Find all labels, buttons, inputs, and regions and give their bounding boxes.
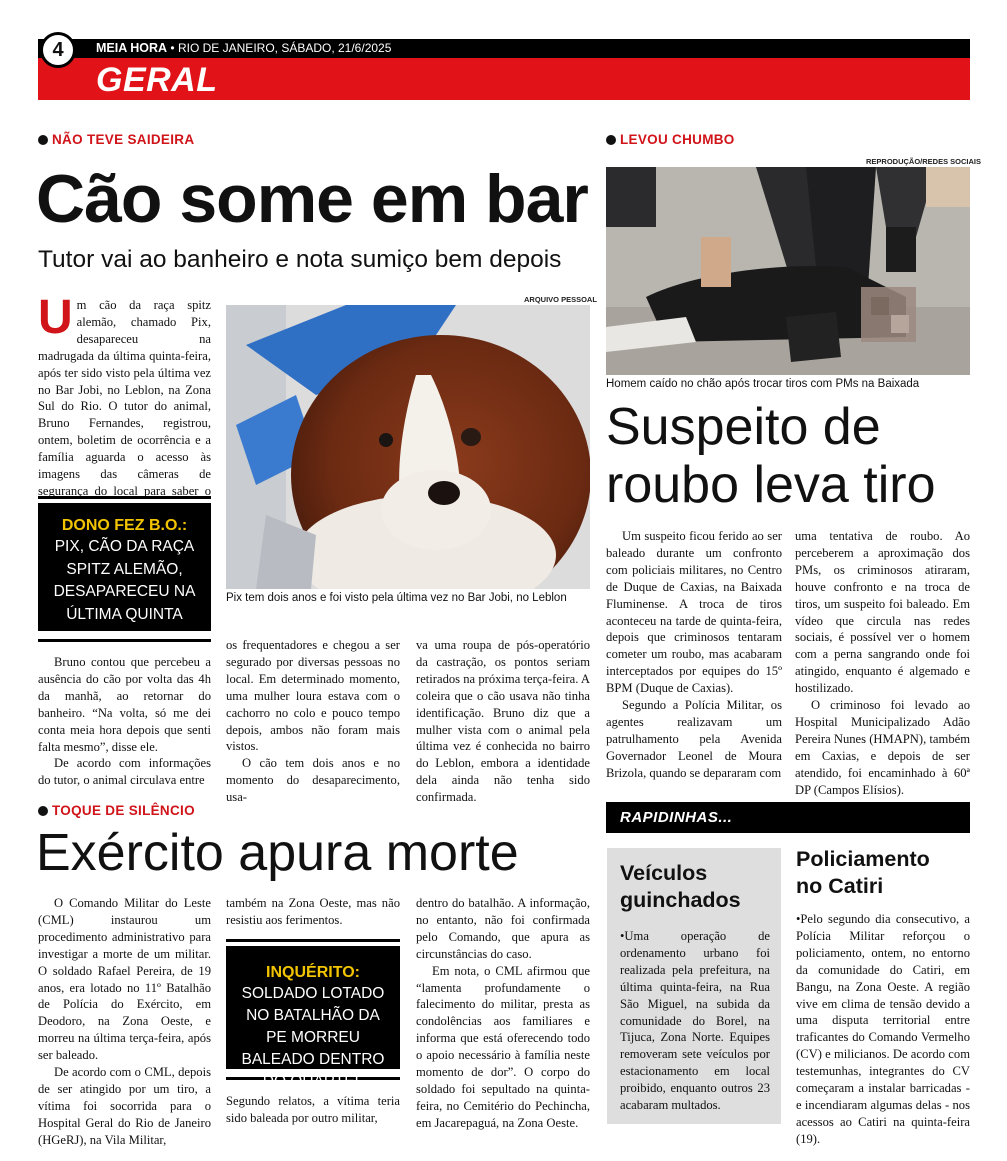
article-suspect-p4: O criminoso foi levado ao Hospital Municipalizado Adão Pereira Nunes (HMAPN), também em Caxias, e depois de ser atendido, foi encaminhado à 60ª DP (Campos Elísios).	[795, 698, 970, 797]
dropcap: U	[38, 291, 73, 344]
photo-caption-suspect: Homem caído no chão após trocar tiros com PMs na Baixada	[606, 378, 920, 390]
rapidinhas-bar: RAPIDINHAS...	[606, 802, 970, 833]
kicker-army: TOQUE DE SILÊNCIO	[38, 802, 195, 820]
callout-army-head: INQUÉRITO:	[266, 964, 360, 981]
section-title: GERAL	[96, 61, 218, 99]
paper-name: MEIA HORA	[96, 41, 168, 55]
article-army-p2: De acordo com o CML, depois de ser atingido por um tiro, a vítima foi socorrida para o Hospital Geral do Rio de Janeiro (HGeRJ), na Vila Militar,	[38, 1065, 211, 1147]
article-dog-col3	[416, 637, 590, 806]
article-dog-p1: m cão da raça spitz alemão, chamado Pix, desapareceu na madrugada da última quinta-feira, após ter sido visto pela última vez no Bar Jobi, no Leblon, na Zona Sul do Rio. O tutor do animal, Bruno Fernandes, registrou, ontem, boletim de ocorrência e a família aguarda o acesso às imagens das câmeras de segurança do local para saber o	[38, 298, 211, 498]
article-army-p5: dentro do batalhão. A informação, no entanto, não foi confirmada pelo Comando, que apura as circunstâncias do caso.	[416, 896, 590, 961]
article-army-p1: O Comando Militar do Leste (CML) instaurou um procedimento administrativo para investigar a morte de um militar. O soldado Rafael Pereira, de 19 anos, era lotado no 11º Batalhão de Polícia do Exército, em Deodoro, na Zona Oeste, e morreu na última terça-feira, após ser baleado.	[38, 896, 211, 1063]
article-suspect-col2	[795, 528, 970, 799]
rapidinhas-item1-text: • Uma operação de ordenamento urbano foi realizada pela prefeitura, na última quinta-feira, na Rua São Miguel, na subida da comunidade do Borel, na Tijuca, Zona Norte. Equipes removeram sete veículos por estacionamento em local proibido, enquanto outros 23 acabaram multados.	[620, 928, 770, 1114]
article-army-p4: Segundo relatos, a vítima teria sido baleada por outro militar,	[226, 1094, 400, 1125]
photo-caption-dog: Pix tem dois anos e foi visto pela última vez no Bar Jobi, no Leblon	[226, 592, 567, 604]
article-dog-p4: os frequentadores e chegou a ser segurado por diversas pessoas no local. Em determinado momento, uma mulher loura estava com o cachorro no colo e pouco tempo depois, ambos não foram mais vistos.	[226, 638, 400, 754]
article-army-col3	[416, 895, 590, 1132]
spitz-dog-image	[226, 305, 590, 589]
bullet-dot-icon	[606, 135, 616, 145]
dateline: RIO DE JANEIRO, SÁBADO, 21/6/2025	[177, 41, 392, 55]
article-dog-p5: O cão tem dois anos e no momento do desaparecimento, usa-	[226, 756, 400, 805]
callout-dog	[38, 496, 211, 642]
suspect-photo	[606, 167, 970, 375]
headline-army: Exército apura morte	[36, 824, 519, 882]
bullet-dot-icon	[38, 806, 48, 816]
photo-credit-dog: ARQUIVO PESSOAL	[524, 295, 597, 304]
masthead-line: MEIA HORA • RIO DE JANEIRO, SÁBADO, 21/6/2025	[96, 41, 392, 55]
callout-dog-head: DONO FEZ B.O.:	[61, 517, 188, 534]
dog-photo	[226, 305, 590, 589]
article-suspect-p1: Um suspeito ficou ferido ao ser baleado durante um confronto com policiais militares, no Centro de Duque de Caxias, na Baixada Fluminense. A troca de tiros aconteceu na tarde de quinta-feira, depois que criminosos tentaram cometer um roubo, mas acabaram interceptados por equipes do 15º BPM (Duque de Caxias).	[606, 529, 782, 696]
callout-army	[226, 939, 400, 1090]
rapidinhas-item1-title: Veículos guinchados	[620, 861, 741, 912]
article-army-col1	[38, 895, 211, 1149]
article-dog-col2	[226, 637, 400, 806]
bullet-dot-icon	[38, 135, 48, 145]
man-on-ground-image	[606, 167, 970, 375]
article-army-p3: também na Zona Oeste, mas não resistiu aos ferimentos.	[226, 896, 400, 927]
article-dog-col1	[38, 291, 211, 517]
article-dog-p2: Bruno contou que percebeu a ausência do cão por volta das 4h da manhã, ao retornar do banheiro. “Na volta, só me dei conta meia hora depois que senti falta mesmo”, disse ele.	[38, 655, 211, 754]
article-army-col2b	[226, 1093, 400, 1127]
article-suspect-col1	[606, 528, 782, 782]
kicker-suspect: LEVOU CHUMBO	[606, 131, 735, 149]
article-dog-p3: De acordo com informações do tutor, o animal circulava entre	[38, 756, 211, 788]
rapidinhas-item2-text: • Pelo segundo dia consecutivo, a Polícia Militar reforçou o policiamento, ontem, no entorno da comunidade do Catiri, em Bangu, na Zona Oeste. A região vive em clima de tensão devido a uma disputa territorial entre traficantes do Comando Vermelho (CV) e milicianos. De acordo com testemunhas, integrantes do CV começaram a instalar barricadas - e incendiaram algumas delas - nos acessos ao Catiri na quinta-feira (19).	[796, 911, 970, 1148]
article-army-p6: Em nota, o CML afirmou que “lamenta profundamente o falecimento do militar, presta as condolências aos familiares e informa que está oferecendo todo o apoio necessário à família neste momento de dor”. O corpo do soldado foi sepultado na quinta-feira, no Cemitério do Pechincha, em Jacarepaguá, na Zona Oeste.	[416, 963, 590, 1130]
callout-army-text: SOLDADO LOTADO NO BATALHÃO DA PE MORREU BALEADO DENTRO DO QUARTEL	[241, 985, 385, 1090]
rapidinhas-item2-title: Policiamento no Catiri	[796, 847, 930, 898]
article-suspect-p3: uma tentativa de roubo. Ao perceberem a aproximação dos PMs, os criminosos atiraram, houve confronto e na troca de tiros, um suspeito foi baleado. Em vídeo que circula nas redes sociais, é possível ver o homem com a perna sangrando onde foi atingido, enquanto é algemado e hostilizado.	[795, 529, 970, 696]
kicker-dog: NÃO TEVE SAIDEIRA	[38, 131, 194, 149]
headline-dog: Cão some em bar	[36, 161, 588, 237]
subhead-dog: Tutor vai ao banheiro e nota sumiço bem depois	[38, 246, 562, 273]
article-army-col2	[226, 895, 400, 929]
article-dog-col1b	[38, 654, 211, 789]
article-dog-p6: va uma roupa de pós-operatório da castração, os pontos seriam retirados na próxima terça-feira. A coleira que o cão usava não tinha identificação. Bruno diz que a mulher vista com o animal pela última vez é conhecida no bairro do Leblon, embora a identidade dela ainda não tenha sido confirmada.	[416, 638, 590, 805]
callout-dog-text: PIX, CÃO DA RAÇA SPITZ ALEMÃO, DESAPARECEU NA ÚLTIMA QUINTA	[53, 538, 196, 623]
photo-credit-suspect: REPRODUÇÃO/REDES SOCIAIS	[866, 157, 982, 166]
page-number: 4	[40, 32, 76, 68]
headline-suspect: Suspeito de roubo leva tiro	[606, 398, 936, 514]
article-suspect-p2: Segundo a Polícia Militar, os agentes realizavam um patrulhamento pela Avenida Governador Leonel de Moura Brizola, quando se depararam com	[606, 698, 782, 780]
